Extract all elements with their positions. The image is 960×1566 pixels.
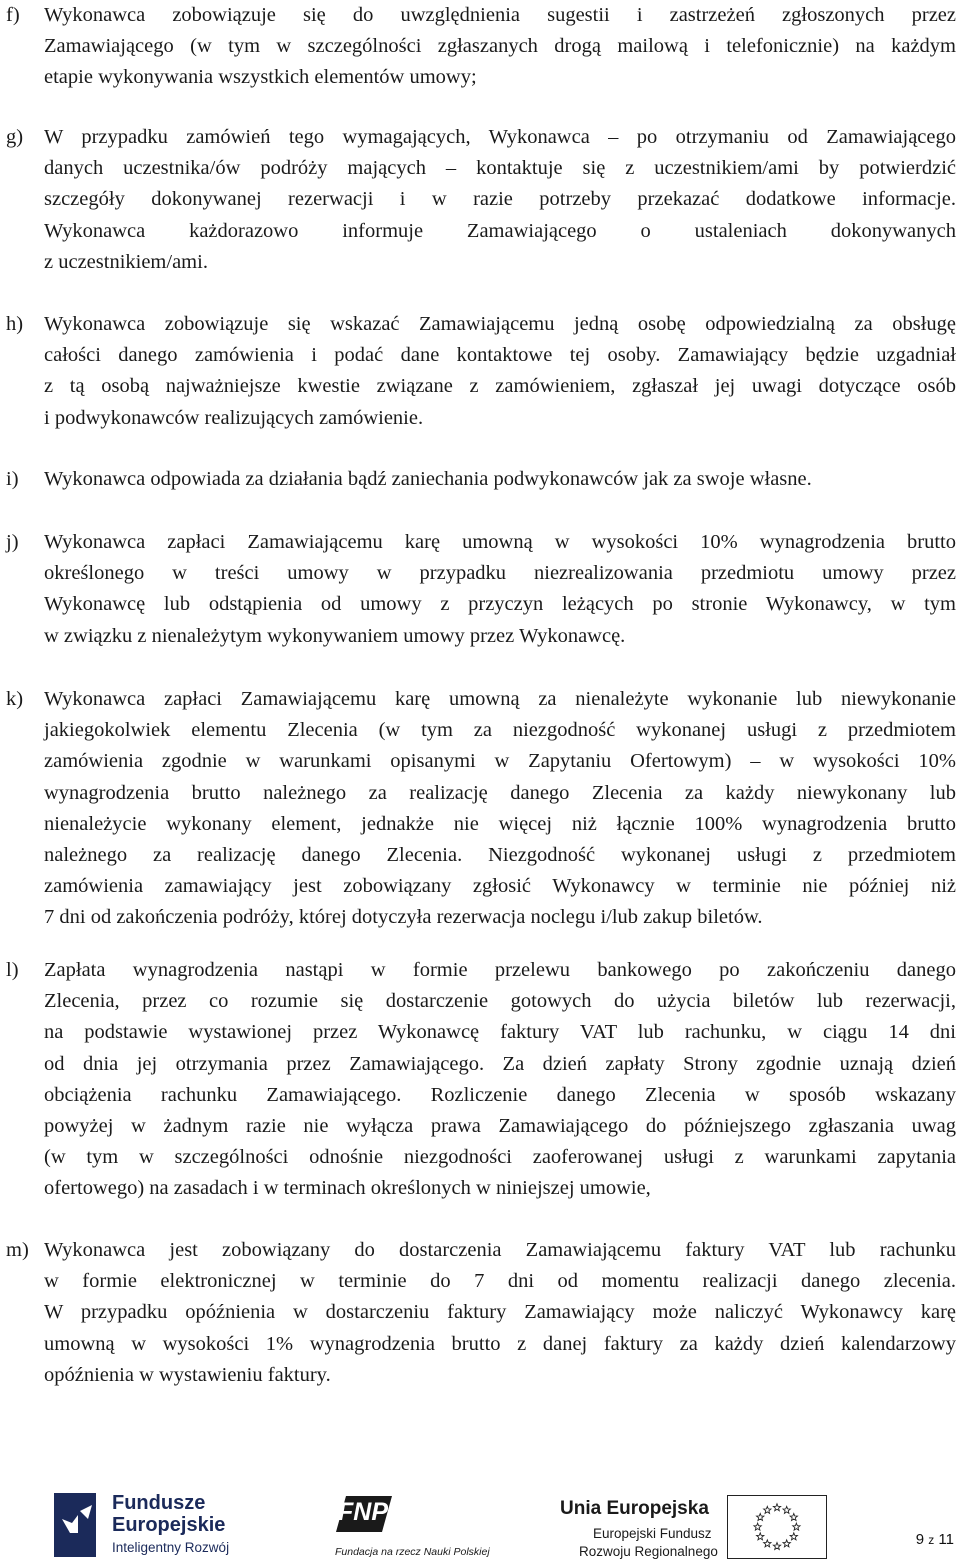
paragraph-text <box>44 684 956 934</box>
paragraph-line: opóźnienia w wystawieniu faktury. <box>44 1363 331 1386</box>
paragraph-line: w formie elektronicznej w terminie do 7 dni od momentu realizacji danego zlecenia. <box>44 1270 956 1293</box>
eu-logo-title: Unia Europejska <box>560 1498 709 1519</box>
eu-star-icon <box>773 1504 780 1511</box>
paragraph-line: Zapłata wynagrodzenia nastąpi w formie przelewu bankowego po zakończeniu danego <box>44 959 956 981</box>
paragraph-line: określonego w treści umowy w przypadku niezrealizowania przedmiotu umowy przez <box>44 562 956 585</box>
page-current: 9 <box>915 1531 925 1548</box>
paragraph-line: nienależycie wykonany element, jednakże nie więcej niż łącznie 100% wynagrodzenia brutto <box>44 812 956 835</box>
list-marker: k) <box>6 688 24 710</box>
eu-star-icon <box>773 1543 780 1550</box>
paragraph-line: obciążenia rachunku Zamawiającego. Rozliczenie danego Zlecenia w sposób wskazany <box>44 1083 956 1106</box>
fundusze-europejskie-logo-icon <box>48 1489 100 1561</box>
paragraph-line: danych uczestnika/ów podróży mających – kontaktuje się z uczestnikiem/ami by potwierdzić <box>44 157 956 180</box>
eu-star-icon <box>783 1540 790 1547</box>
fnp-logo-mark: FNP <box>338 1498 388 1526</box>
paragraph-text <box>44 122 956 278</box>
paragraph-line: od dnia jej otrzymania przez Zamawiającego. Za dzień zapłaty Strony zgodnie uznają dzień <box>44 1052 956 1075</box>
paragraph-line: szczegóły dokonywanej rezerwacji i w razie potrzeby przekazać dodatkowe informacje. <box>44 188 956 211</box>
paragraph-text <box>44 955 956 1205</box>
paragraph-text <box>44 0 956 94</box>
list-marker: i) <box>6 468 19 490</box>
eu-logo-line1: Europejski Fundusz <box>593 1526 712 1541</box>
paragraph-line: (w tym w szczególności odnośnie niezgodności zaoferowanej usługi z warunkami zapytania <box>44 1146 956 1169</box>
paragraph-line: Wykonawca zobowiązuje się wskazać Zamawiającemu jedną osobę odpowiedzialną za obsługę <box>44 313 956 335</box>
paragraph-line: Wykonawca zapłaci Zamawiającemu karę umowną za nienależyte wykonanie lub niewykonanie <box>44 688 956 710</box>
paragraph-line: i podwykonawców realizujących zamówienie. <box>44 406 424 429</box>
paragraph-line: Zlecenia, przez co rozumie się dostarczenie gotowych do użycia biletów lub rezerwacji, <box>44 990 956 1013</box>
paragraph-line: Wykonawca zapłaci Zamawiającemu karę umowną w wysokości 10% wynagrodzenia brutto <box>44 531 956 553</box>
paragraph-text <box>44 527 956 652</box>
eu-star-icon <box>757 1513 764 1520</box>
eu-logo-line2: Rozwoju Regionalnego <box>579 1544 718 1559</box>
fe-logo-line1: Fundusze <box>112 1492 206 1514</box>
paragraph-line: W przypadku opóźnienia w dostarczeniu faktury Zamawiający może naliczyć Wykonawcy karę <box>44 1301 956 1324</box>
page-number <box>916 1531 954 1548</box>
paragraph-line: Wykonawca zobowiązuje się do uwzględnienia sugestii i zastrzeżeń zgłoszonych przez <box>44 4 956 26</box>
fe-logo-line2: Europejskie <box>112 1514 226 1536</box>
paragraph-line: etapie wykonywania wszystkich elementów umowy; <box>44 66 477 89</box>
paragraph-line: Zamawiającego (w tym w szczególności zgłaszanych drogą mailową i telefonicznie) na każdym <box>44 35 956 58</box>
list-marker: g) <box>6 126 24 148</box>
paragraph-line: należnego za realizację danego Zlecenia. Niezgodność wykonanej usługi z przedmiotem <box>44 844 956 867</box>
list-marker: j) <box>6 531 19 553</box>
eu-star-icon <box>783 1506 790 1513</box>
eu-star-icon <box>793 1523 800 1530</box>
paragraph-line: powyżej w żadnym razie nie wyłącza prawa Zamawiającego do późniejszego zgłaszania uwag <box>44 1115 956 1138</box>
paragraph-line: Wykonawcę lub odstąpienia od umowy z przyczyn leżących po stronie Wykonawcy, w tym <box>44 593 956 616</box>
paragraph-line: zamówienia zgodnie w warunkami opisanymi w Zapytaniu Ofertowym) – w wysokości 10% <box>44 750 956 773</box>
paragraph-line: wynagrodzenia brutto należnego za realizację danego Zlecenia za każdy niewykonany lub <box>44 781 956 804</box>
list-marker: l) <box>6 959 19 981</box>
page-total: 11 <box>938 1531 954 1548</box>
paragraph-line: w związku z nienależytym wykonywaniem umowy przez Wykonawcę. <box>44 624 626 647</box>
paragraph-text <box>44 1235 956 1391</box>
paragraph-line: ofertowego) na zasadach i w terminach określonych w niniejszej umowie, <box>44 1177 651 1200</box>
eu-star-icon <box>790 1533 797 1540</box>
fnp-logo-caption: Fundacja na rzecz Nauki Polskiej <box>335 1546 490 1558</box>
paragraph-line: z tą osobą najważniejsze kwestie związane z zamówieniem, zgłaszał jej uwagi dotyczące osób <box>44 375 956 398</box>
paragraph-line: z uczestnikiem/ami. <box>44 250 208 273</box>
eu-star-icon <box>757 1533 764 1540</box>
paragraph-line: Wykonawca każdorazowo informuje Zamawiającego o ustaleniach dokonywanych <box>44 219 956 242</box>
paragraph-line: na podstawie wystawionej przez Wykonawcę faktury VAT lub rachunku, w ciągu 14 dni <box>44 1021 956 1044</box>
paragraph-line: Wykonawca odpowiada za działania bądź zaniechania podwykonawców jak za swoje własne. <box>44 468 812 490</box>
eu-flag-icon <box>727 1495 827 1559</box>
paragraph-line: W przypadku zamówień tego wymagających, Wykonawca – po otrzymaniu od Zamawiającego <box>44 126 956 148</box>
eu-star-icon <box>764 1506 771 1513</box>
list-marker: h) <box>6 313 24 335</box>
list-marker: f) <box>6 4 20 26</box>
paragraph-line: zamówienia zamawiający jest zobowiązany zgłosić Wykonawcy w terminie nie później niż <box>44 875 956 898</box>
eu-star-icon <box>764 1540 771 1547</box>
paragraph-line: całości danego zamówienia i podać dane kontaktowe tej osoby. Zamawiający będzie uzgadniał <box>44 344 956 367</box>
paragraph-line: umowną w wysokości 1% wynagrodzenia brutto z danej faktury za każdy dzień kalendarzowy <box>44 1332 956 1355</box>
eu-star-icon <box>790 1513 797 1520</box>
paragraph-line: Wykonawca jest zobowiązany do dostarczenia Zamawiającemu faktury VAT lub rachunku <box>44 1239 956 1261</box>
page-sep: z <box>928 1533 935 1547</box>
paragraph-line: 7 dni od zakończenia podróży, której dotyczyła rezerwacja noclegu i/lub zakup biletów. <box>44 906 763 929</box>
eu-star-icon <box>754 1523 761 1530</box>
paragraph-text <box>44 464 956 495</box>
paragraph-text <box>44 309 956 434</box>
paragraph-line: jakiegokolwiek elementu Zlecenia (w tym za niezgodność wykonanej usługi z przedmiotem <box>44 719 956 742</box>
list-marker: m) <box>6 1239 29 1261</box>
fe-logo-line3: Inteligentny Rozwój <box>112 1540 230 1555</box>
